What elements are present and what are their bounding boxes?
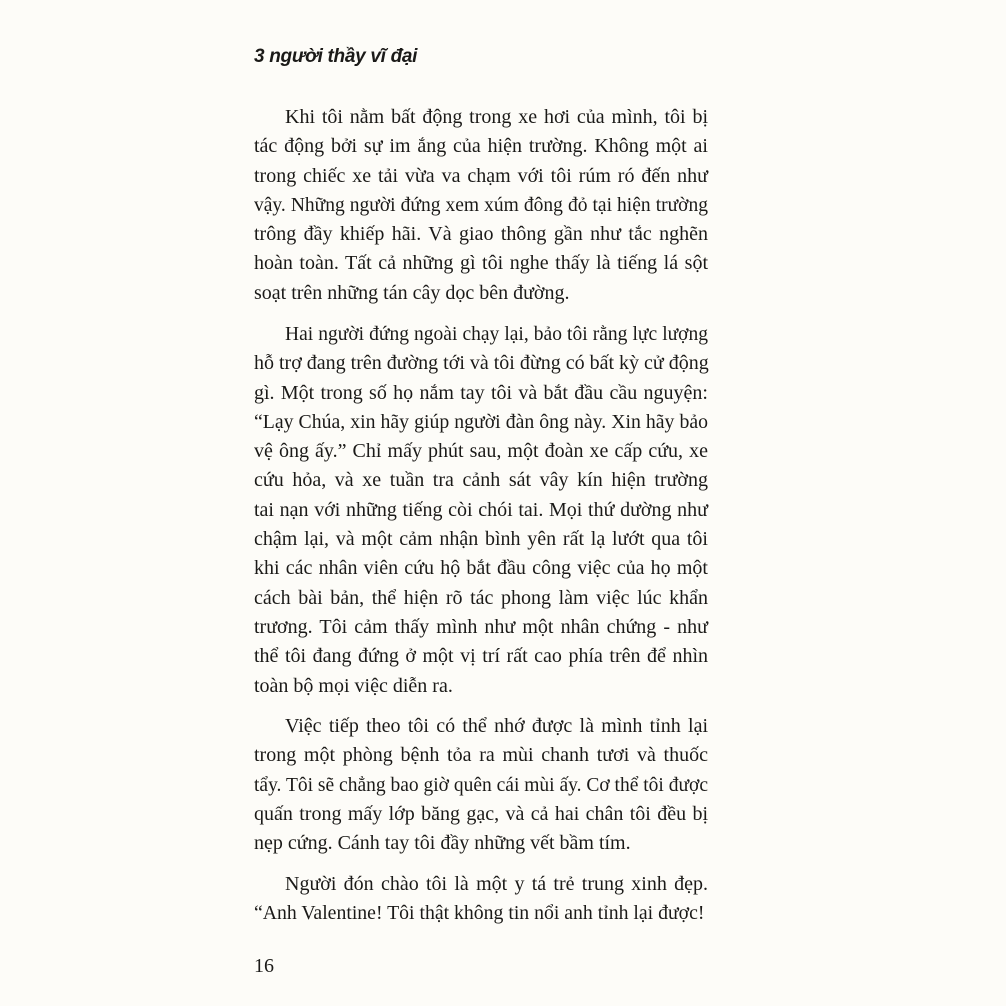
text-line: toàn bộ mọi việc diễn ra. — [254, 674, 453, 697]
text-line: chậm lại, và một cảm nhận bình yên rất lạ lướt qua tôi — [254, 528, 708, 551]
text-line: quấn trong mấy lớp băng gạc, và cả hai chân tôi đều bị — [254, 802, 708, 825]
text-line: Hai người đứng ngoài chạy lại, bảo tôi rằng lực lượng — [285, 324, 708, 345]
text-line: hoàn toàn. Tất cả những gì tôi nghe thấy là tiếng lá sột — [254, 252, 708, 275]
paragraph — [254, 320, 708, 701]
text-line: trông đầy khiếp hãi. Và giao thông gần như tắc nghẽn — [254, 223, 708, 246]
text-line: vệ ông ấy.” Chỉ mấy phút sau, một đoàn xe cấp cứu, xe — [254, 440, 708, 463]
page-number: 16 — [254, 955, 274, 977]
text-line: vậy. Những người đứng xem xúm đông đỏ tại hiện trường — [254, 194, 708, 216]
paragraph — [254, 870, 708, 929]
text-line: cách bài bản, thể hiện rõ tác phong làm việc lúc khẩn — [254, 586, 708, 609]
text-line: Việc tiếp theo tôi có thể nhớ được là mình tỉnh lại — [285, 715, 708, 737]
text-line: trong chiếc xe tải vừa va chạm với tôi rúm ró đến như — [254, 164, 708, 187]
text-line: khi các nhân viên cứu hộ bắt đầu công việc của họ một — [254, 557, 708, 580]
text-line: tác động bởi sự im ắng của hiện trường. Không một ai — [254, 135, 708, 158]
text-line: Người đón chào tôi là một y tá trẻ trung xinh đẹp. — [285, 873, 708, 895]
text-line: “Anh Valentine! Tôi thật không tin nổi anh tỉnh lại được! — [254, 902, 705, 925]
text-line: thể tôi đang đứng ở một vị trí rất cao phía trên để nhìn — [254, 645, 708, 668]
text-line: tai nạn với những tiếng còi chói tai. Mọi thứ dường như — [254, 498, 708, 521]
text-line: Khi tôi nằm bất động trong xe hơi của mình, tôi bị — [285, 106, 708, 128]
text-line: trương. Tôi cảm thấy mình như một nhân chứng - như — [254, 615, 708, 638]
paragraph — [254, 712, 708, 858]
text-line: hỗ trợ đang trên đường tới và tôi đừng có bất kỳ cử động — [254, 352, 709, 375]
text-line: cứu hỏa, và xe tuần tra cảnh sát vây kín hiện trường — [254, 469, 708, 492]
running-header: 3 người thầy vĩ đại — [254, 46, 418, 67]
paragraph — [254, 103, 708, 308]
text-line: nẹp cứng. Cánh tay tôi đầy những vết bầm tím. — [254, 832, 631, 855]
text-line: soạt trên những tán cây dọc bên đường. — [254, 281, 570, 304]
text-line: gì. Một trong số họ nắm tay tôi và bắt đầu cầu nguyện: — [254, 381, 708, 404]
text-line: trong một phòng bệnh tỏa ra mùi chanh tươi và thuốc — [254, 744, 708, 767]
text-line: “Lạy Chúa, xin hãy giúp người đàn ông này. Xin hãy bảo — [254, 410, 708, 433]
text-line: tẩy. Tôi sẽ chẳng bao giờ quên cái mùi ấy. Cơ thể tôi được — [254, 774, 708, 796]
